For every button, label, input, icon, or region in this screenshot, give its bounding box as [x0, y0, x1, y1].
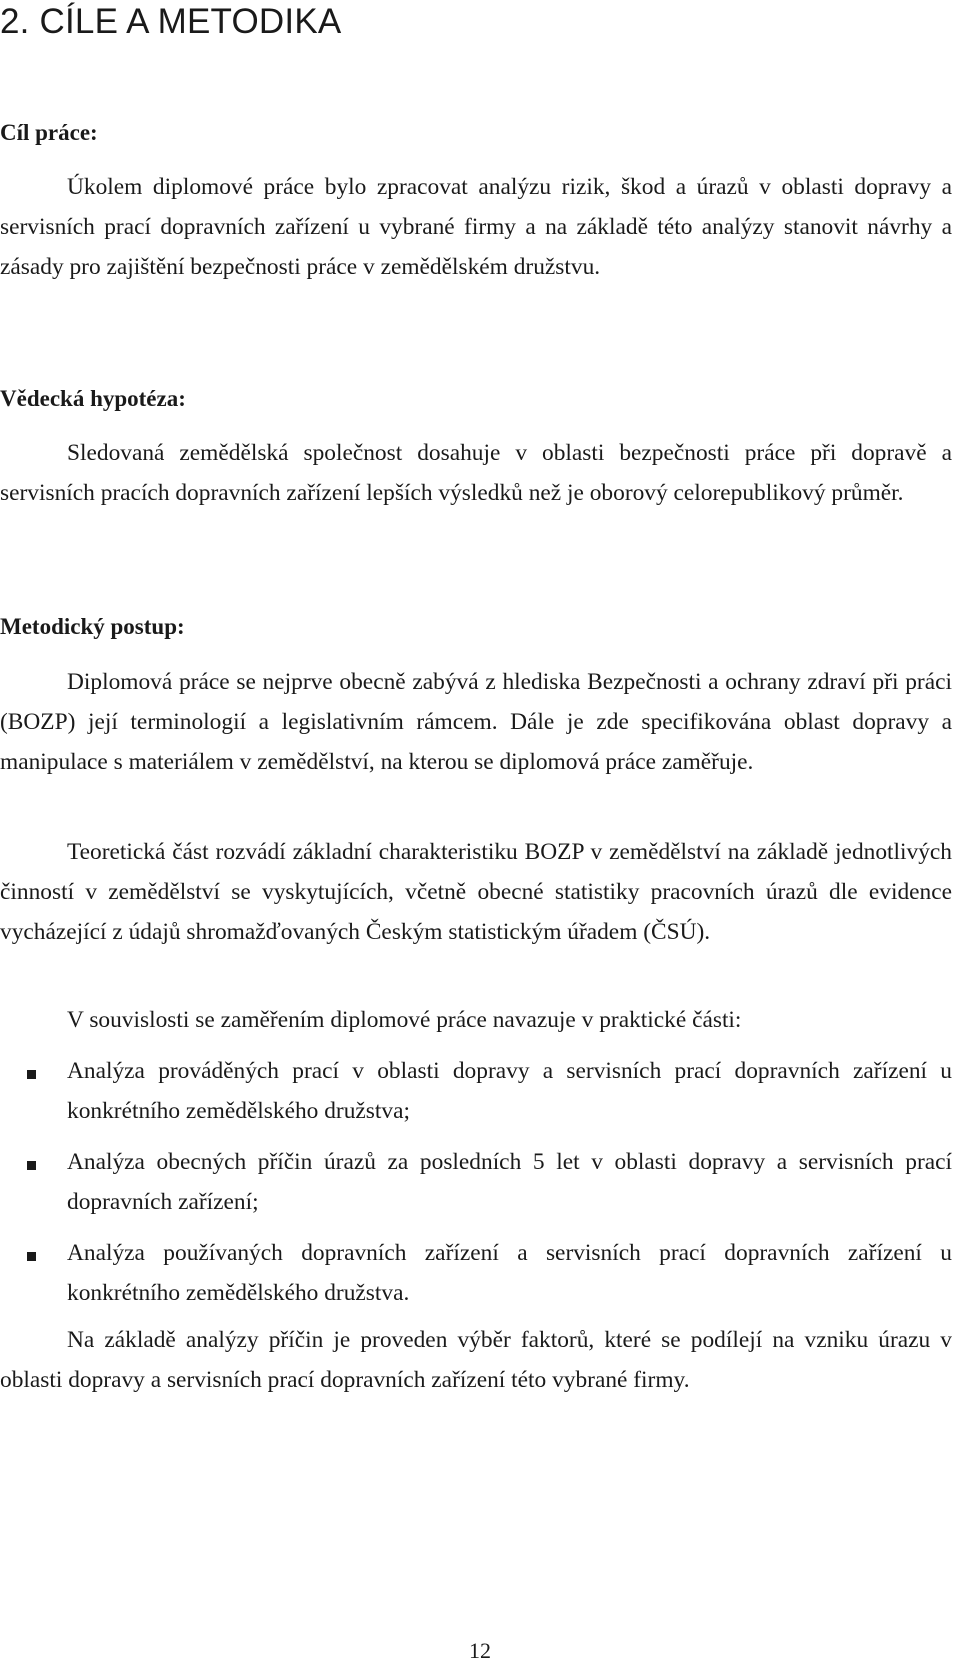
list-item-text: Analýza prováděných prací v oblasti dopravy a servisních prací dopravních zařízení u konkrétního zemědělského družstva; [67, 1058, 952, 1124]
hypothesis-heading: Vědecká hypotéza: [0, 386, 186, 411]
hypothesis-paragraph: Sledovaná zemědělská společnost dosahuje v oblasti bezpečnosti práce při dopravě a servisních pracích dopravních zařízení lepších výsledků než je oborový celorepublikový průměr. [0, 440, 952, 506]
square-bullet-icon [27, 1252, 36, 1261]
method-paragraph-1: Diplomová práce se nejprve obecně zabývá z hlediska Bezpečnosti a ochrany zdraví při práci (BOZP) její terminologií a legislativním rámcem. Dále je zde specifikována oblast dopravy a manipulace s materiálem v zemědělství, na kterou se diplomová práce zaměřuje. [0, 669, 952, 775]
goal-paragraph: Úkolem diplomové práce bylo zpracovat analýzu rizik, škod a úrazů v oblasti dopravy a servisních prací dopravních zařízení u vybrané firmy a na základě této analýzy stanovit návrhy a zásady pro zajištění bezpečnosti práce v zemědělském družstvu. [0, 174, 952, 280]
list-item-text: Analýza používaných dopravních zařízení a servisních prací dopravních zařízení u konkrétního zemědělského družstva. [67, 1240, 952, 1306]
method-intro: V souvislosti se zaměřením diplomové práce navazuje v praktické části: [67, 1007, 742, 1033]
method-paragraph-2: Teoretická část rozvádí základní charakteristiku BOZP v zemědělství na základě jednotlivých činností v zemědělství se vyskytujících, včetně obecné statistiky pracovních úrazů dle evidence vycházející z údajů shromažďovaných Českým statistickým úřadem (ČSÚ). [0, 839, 952, 945]
chapter-title: 2. CÍLE A METODIKA [0, 2, 342, 41]
list-item-text: Analýza obecných příčin úrazů za posledních 5 let v oblasti dopravy a servisních prací dopravních zařízení; [67, 1149, 952, 1215]
square-bullet-icon [27, 1161, 36, 1170]
page-number: 12 [469, 1638, 491, 1663]
method-heading: Metodický postup: [0, 614, 185, 639]
square-bullet-icon [27, 1070, 36, 1079]
method-closing: Na základě analýzy příčin je proveden výběr faktorů, které se podílejí na vzniku úrazu v oblasti dopravy a servisních prací dopravních zařízení této vybrané firmy. [0, 1327, 952, 1393]
goal-heading: Cíl práce: [0, 120, 98, 145]
